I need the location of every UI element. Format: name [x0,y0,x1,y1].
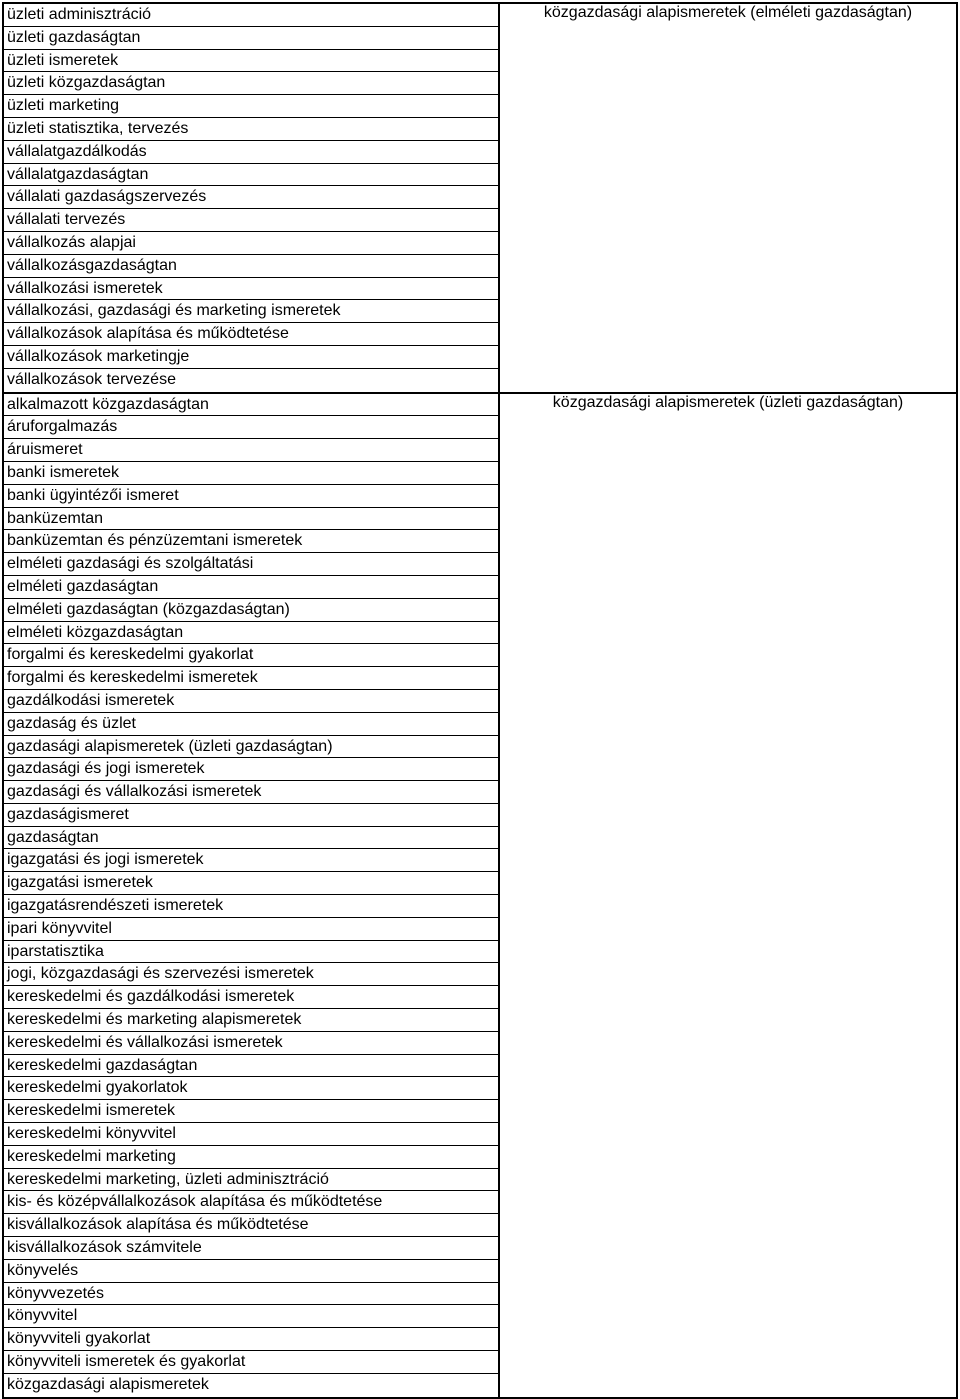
source-subject-item: banki ügyintézői ismeret [4,485,498,508]
source-subject-item: vállalkozások marketingje [4,346,498,369]
source-subject-item: igazgatási és jogi ismeretek [4,849,498,872]
source-subject-item: könyvelés [4,1260,498,1283]
source-subject-item: kereskedelmi és gazdálkodási ismeretek [4,986,498,1009]
source-subject-item: áruforgalmazás [4,416,498,439]
source-subject-item: közgazdasági alapismeretek [7,1375,209,1393]
source-subject-item: kis- és középvállalkozások alapítása és működtetése [4,1191,498,1214]
source-subject-item: kereskedelmi és vállalkozási ismeretek [4,1032,498,1055]
source-subject-item: kereskedelmi marketing, üzleti adminisztráció [4,1169,498,1192]
source-subject-item: üzleti marketing [4,95,498,118]
source-subject-item: vállalatgazdálkodás [4,141,498,164]
source-subjects-list [4,4,498,392]
source-subjects-cell [3,3,499,393]
source-subject-item: kereskedelmi marketing [4,1146,498,1169]
source-subject-item: gazdasági és vállalkozási ismeretek [4,781,498,804]
source-subject-item: banküzemtan [4,508,498,531]
source-subject-item: könyvvitel [4,1305,498,1328]
source-subject-item: kisvállalkozások számvitele [4,1237,498,1260]
source-subject-item: gazdasági és jogi ismeretek [4,758,498,781]
source-subject-item: kereskedelmi ismeretek [4,1100,498,1123]
mapping-group-row [3,393,957,1398]
source-subject-item: könyvviteli gyakorlat [4,1328,498,1351]
source-subject-item: üzleti gazdaságtan [4,27,498,50]
source-subject-item: üzleti közgazdaságtan [4,72,498,95]
source-subject-item: üzleti adminisztráció [4,4,498,27]
source-subject-item: banki ismeretek [4,462,498,485]
source-subject-item: vállalati tervezés [4,209,498,232]
source-subject-item: üzleti ismeretek [4,50,498,73]
source-subject-item: kereskedelmi gazdaságtan [4,1055,498,1078]
target-subject-label: közgazdasági alapismeretek (elméleti gazdaságtan) [543,4,913,21]
target-subject-label: közgazdasági alapismeretek (üzleti gazdaságtan) [552,393,904,411]
source-subject-item: vállalkozási ismeretek [4,278,498,301]
target-subject-cell [499,3,957,393]
source-subject-item: jogi, közgazdasági és szervezési ismeretek [4,963,498,986]
source-subject-item: elméleti gazdaságtan (közgazdaságtan) [4,599,498,622]
source-subject-item: banküzemtan és pénzüzemtani ismeretek [4,530,498,553]
target-subject-cell [499,393,957,1398]
source-subject-item: vállalkozásgazdaságtan [4,255,498,278]
mapping-group-row [3,3,957,393]
source-subject-item: gazdaságismeret [4,804,498,827]
source-subject-item: kereskedelmi gyakorlatok [4,1077,498,1100]
source-subject-item: áruismeret [4,439,498,462]
source-subject-item: kereskedelmi könyvvitel [4,1123,498,1146]
source-subject-item: igazgatásrendészeti ismeretek [4,895,498,918]
source-subject-item: vállalatgazdaságtan [4,164,498,187]
source-subject-item: gazdasági alapismeretek (üzleti gazdaságtan) [4,736,498,759]
source-subject-item: alkalmazott közgazdaságtan [4,394,498,417]
source-subject-item: könyvvezetés [4,1283,498,1306]
source-subject-item: iparstatisztika [4,941,498,964]
source-subject-item: vállalkozások alapítása és működtetése [4,323,498,346]
source-subject-item: kisvállalkozások alapítása és működtetése [4,1214,498,1237]
source-subject-item: elméleti gazdaságtan [4,576,498,599]
source-subject-item: forgalmi és kereskedelmi gyakorlat [4,644,498,667]
source-subject-item: gazdaságtan [4,827,498,850]
source-subject-item: vállalkozási, gazdasági és marketing ismeretek [4,300,498,323]
source-subject-item: vállalkozások tervezése [7,370,176,388]
source-subject-item: gazdaság és üzlet [4,713,498,736]
source-subject-item: üzleti statisztika, tervezés [4,118,498,141]
source-subject-item: igazgatási ismeretek [4,872,498,895]
source-subject-item: gazdálkodási ismeretek [4,690,498,713]
source-subject-item: elméleti gazdasági és szolgáltatási [4,553,498,576]
source-subjects-list [4,394,498,1397]
source-subject-item: ipari könyvvitel [4,918,498,941]
source-subject-item: vállalkozás alapjai [4,232,498,255]
source-subject-item: kereskedelmi és marketing alapismeretek [4,1009,498,1032]
source-subject-item: könyvviteli ismeretek és gyakorlat [4,1351,498,1374]
source-subject-item: vállalati gazdaságszervezés [4,186,498,209]
mapping-table-body [3,3,957,1398]
source-subject-item: forgalmi és kereskedelmi ismeretek [4,667,498,690]
source-subject-item: elméleti közgazdaságtan [4,622,498,645]
subject-mapping-table [2,2,958,1399]
source-subjects-cell [3,393,499,1398]
